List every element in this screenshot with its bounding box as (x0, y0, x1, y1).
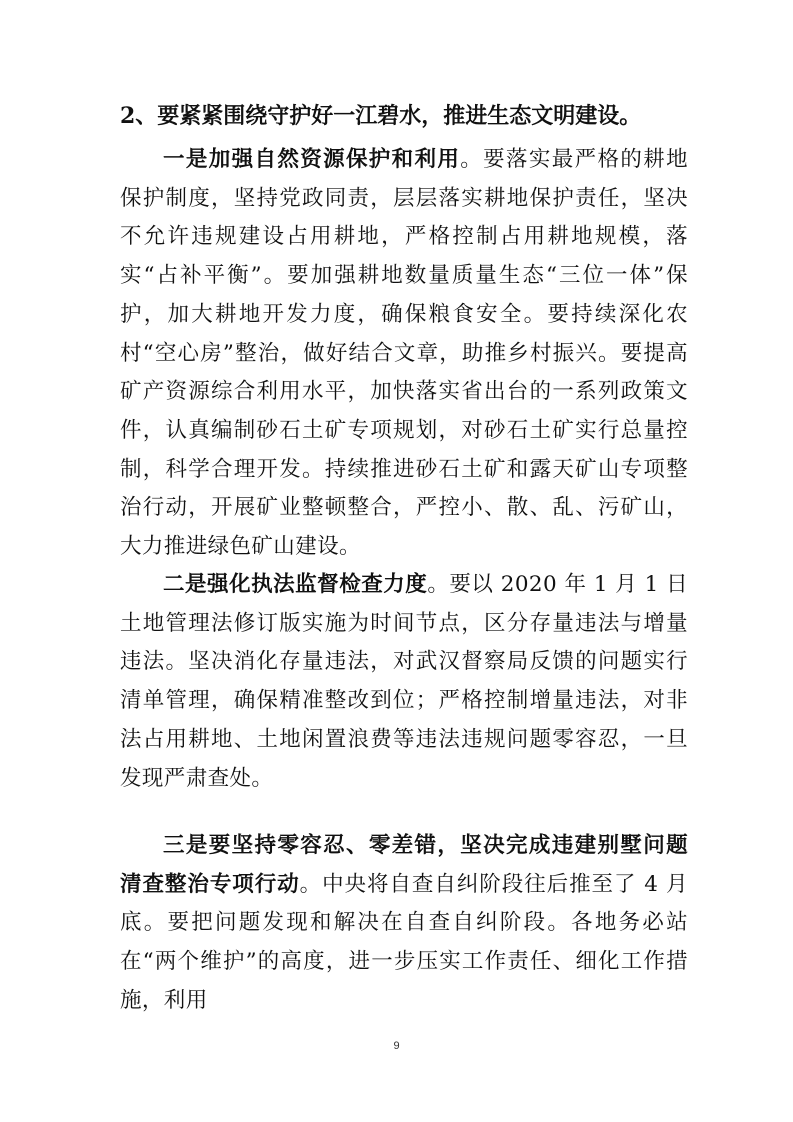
paragraph-lead: 一是加强自然资源保护和利用 (163, 147, 461, 172)
paragraph-body: 。要落实最严格的耕地保护制度，坚持党政同责，层层落实耕地保护责任，坚决不允许违规建设占用耕地，严格控制占用耕地规模，落实“占补平衡”。要加强耕地数量质量生态“三位一体”保护，加大耕地开发力度，确保粮食安全。要持续深化农村“空心房”整治，做好结合文章，助推乡村振兴。要提高矿产资源综合利用水平，加快落实省出台的一系列政策文件，认真编制砂石土矿专项规划，对砂石土矿实行总量控制，科学合理开发。持续推进砂石土矿和露天矿山专项整治行动，开展矿业整顿整合，严控小、散、乱、污矿山，大力推进绿色矿山建设。 (120, 147, 688, 560)
paragraph-lead: 三是要坚持零容忍、零差错，坚决完成违建别墅问题清查整治专项行动 (120, 833, 688, 897)
paragraph-resource-protection (120, 141, 688, 567)
paragraph-law-enforcement (120, 566, 688, 798)
paragraph-body: 。中央将自查自纠阶段往后推至了 4 月底。要把问题发现和解决在自查自纠阶段。各地务必站在“两个维护”的高度，进一步压实工作责任、细化工作措施，利用 (120, 871, 689, 1013)
paragraph-lead: 二是强化执法监督检查力度 (163, 572, 428, 597)
paragraph-body: 。要以 2020 年 1 月 1 日土地管理法修订版实施为时间节点，区分存量违法与增量违法。坚决消化存量违法，对武汉督察局反馈的问题实行清单管理，确保精准整改到位；严格控制增量违法，对非法占用耕地、土地闲置浪费等违法违规问题零容忍，一旦发现严肃查处。 (120, 572, 688, 791)
paragraph-villa-rectification (120, 827, 688, 1021)
section-heading: 2、要紧紧围绕守护好一江碧水，推进生态文明建设。 (120, 103, 642, 129)
page-number: 9 (393, 1040, 400, 1052)
